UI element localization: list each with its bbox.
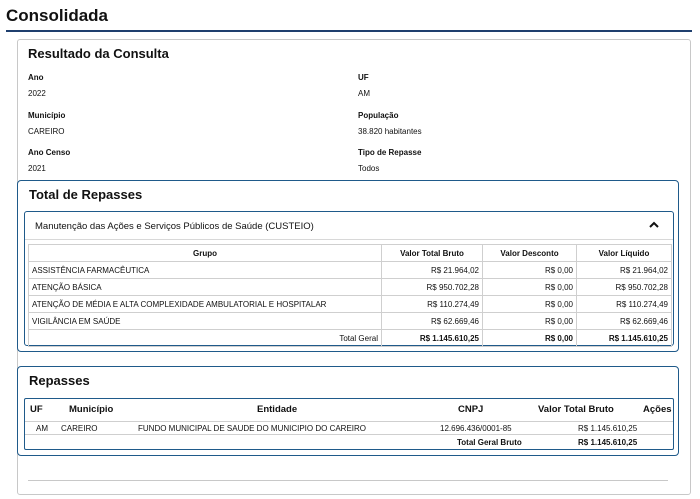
cell-grupo: VIGILÂNCIA EM SAÚDE [29,313,382,330]
cell-valor-liquido: R$ 110.274,49 [577,296,672,313]
table-row [29,296,672,313]
cell-valor-desconto: R$ 0,00 [483,296,577,313]
cell-uf: AM [36,424,48,433]
tipo-repasse-value: Todos [358,164,380,173]
total-row [29,330,672,347]
col-header-municipio: Município [69,404,114,415]
total-valor-bruto: R$ 1.145.610,25 [382,330,483,347]
cell-cnpj: 12.696.436/0001-85 [440,424,512,433]
col-header-uf: UF [30,404,43,415]
cell-valor-bruto: R$ 110.274,49 [382,296,483,313]
chevron-up-icon[interactable] [647,218,661,232]
cell-valor-desconto: R$ 0,00 [483,262,577,279]
cell-valor-liquido: R$ 21.964,02 [577,262,672,279]
cell-municipio: CAREIRO [61,424,98,433]
cell-valor-desconto: R$ 0,00 [483,313,577,330]
table-row [25,421,673,435]
total-valor-desconto: R$ 0,00 [483,330,577,347]
cell-valor-desconto: R$ 0,00 [483,279,577,296]
populacao-label: População [358,111,399,120]
tipo-repasse-label: Tipo de Repasse [358,148,422,157]
col-header-grupo: Grupo [29,245,382,262]
page-title: Consolidada [6,6,109,25]
municipio-label: Município [28,111,66,120]
ano-censo-value: 2021 [28,164,46,173]
populacao-value: 38.820 habitantes [358,127,422,136]
ano-censo-label: Ano Censo [28,148,71,157]
accordion-header-custeio[interactable]: Manutenção das Ações e Serviços Públicos de Saúde (CUSTEIO) [35,221,314,232]
total-geral-bruto-value: R$ 1.145.610,25 [578,438,638,447]
repasses-table [24,398,674,450]
col-header-entidade: Entidade [257,404,298,415]
cell-valor-liquido: R$ 62.669,46 [577,313,672,330]
total-repasses-panel [17,180,679,352]
cell-grupo: ATENÇÃO DE MÉDIA E ALTA COMPLEXIDADE AMBULATORIAL E HOSPITALAR [29,296,382,313]
accordion-divider [25,239,673,240]
custeio-accordion [24,211,674,346]
cell-valor-bruto: R$ 62.669,46 [382,313,483,330]
col-header-valor-bruto: Valor Total Bruto [382,245,483,262]
col-header-valor-liquido: Valor Líquido [577,245,672,262]
uf-label: UF [358,73,369,82]
table-row [29,262,672,279]
title-divider [6,30,692,32]
col-header-cnpj: CNPJ [458,404,484,415]
table-header-row [29,245,672,262]
total-valor-liquido: R$ 1.145.610,25 [577,330,672,347]
cell-valor-liquido: R$ 950.702,28 [577,279,672,296]
total-label: Total Geral [29,330,382,347]
cell-valor-bruto: R$ 950.702,28 [382,279,483,296]
cell-grupo: ATENÇÃO BÁSICA [29,279,382,296]
repasses-title: Repasses [29,373,90,388]
repasses-panel [17,366,679,456]
total-geral-bruto-label: Total Geral Bruto [457,438,522,447]
cell-valor-bruto: R$ 21.964,02 [382,262,483,279]
table-row [29,279,672,296]
cell-grupo: ASSISTÊNCIA FARMACÊUTICA [29,262,382,279]
resultado-title: Resultado da Consulta [28,46,169,61]
col-header-valor-desconto: Valor Desconto [483,245,577,262]
grupo-table [28,244,672,347]
total-repasses-title: Total de Repasses [29,187,143,202]
bottom-divider [28,480,668,481]
col-header-valor-total: Valor Total Bruto [538,404,614,415]
ano-value: 2022 [28,89,46,98]
table-row [29,313,672,330]
ano-label: Ano [28,73,44,82]
col-header-acoes: Ações [643,404,672,415]
cell-valor-total: R$ 1.145.610,25 [578,424,638,433]
cell-entidade: FUNDO MUNICIPAL DE SAUDE DO MUNICIPIO DO CAREIRO [138,424,367,433]
municipio-value: CAREIRO [28,127,65,136]
uf-value: AM [358,89,370,98]
